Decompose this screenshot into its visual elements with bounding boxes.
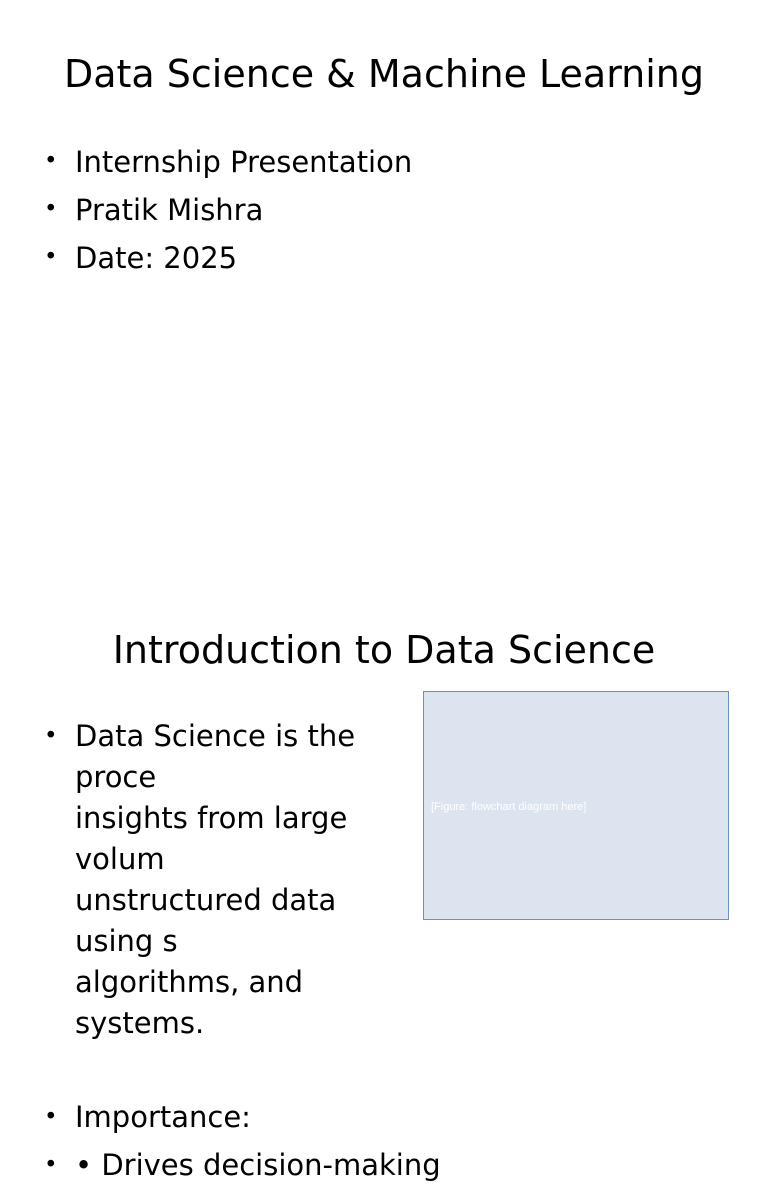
bullet-icon: • [44, 196, 58, 222]
bullet-item [44, 234, 724, 282]
bullet-text: Pratik Mishra [75, 193, 264, 227]
bullet-icon: • [44, 1104, 58, 1130]
slide-title: Introduction to Data Science [112, 628, 656, 672]
slide-title: Data Science & Machine Learning [63, 52, 705, 96]
figure-placeholder [423, 691, 729, 920]
bullet-icon: • [44, 723, 58, 749]
bullet-icon: • [44, 244, 58, 270]
slide-2 [0, 576, 768, 1182]
bullet-item [44, 1145, 734, 1186]
bullet-text: Importance: [75, 1100, 251, 1134]
bullet-text: • Drives decision-making [75, 1148, 441, 1182]
bullet-list [44, 138, 724, 282]
bullet-text: Data Science is the proce insights from large volum unstructured data using s algorithms, and systems. [75, 719, 356, 1040]
slide-1 [0, 0, 768, 576]
bullet-item [44, 138, 724, 186]
bullet-item [44, 1097, 734, 1138]
bullet-text: Internship Presentation [75, 145, 413, 179]
bullet-icon: • [44, 148, 58, 174]
bullet-item [44, 186, 724, 234]
figure-placeholder-label: [Figure: flowchart diagram here] [431, 801, 587, 813]
bullet-icon: • [44, 1152, 58, 1178]
bullet-text: Date: 2025 [75, 241, 238, 275]
